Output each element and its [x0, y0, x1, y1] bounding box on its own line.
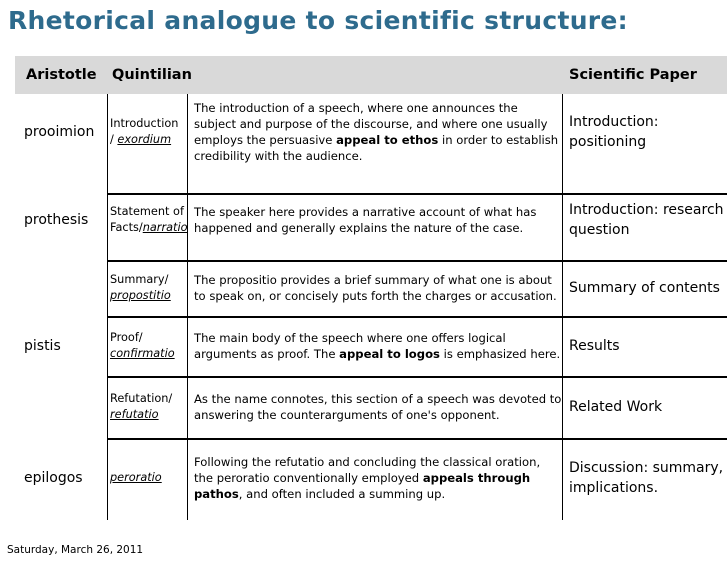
quintilian-latin-term: confirmatio: [110, 347, 175, 360]
quintilian-term: [107, 262, 187, 314]
table-row: [15, 262, 727, 314]
scientific-paper-section: Introduction: research question: [569, 202, 724, 238]
quintilian-term: [107, 318, 187, 374]
quintilian-term-latin-line: [110, 407, 159, 423]
table-row: [15, 195, 727, 245]
quintilian-prefix: Facts/: [110, 221, 143, 234]
quintilian-latin-term: refutatio: [110, 408, 159, 421]
quintilian-term: [107, 195, 187, 245]
header-quintilian: Quintilian: [107, 56, 562, 94]
scientific-paper-section: Discussion: summary, implications.: [569, 460, 724, 496]
header-scientific-paper: Scientific Paper: [562, 56, 727, 94]
description-text: As the name connotes, this section of a speech was devoted to answering the counterarguments of one's opponent.: [194, 392, 562, 422]
table-row: [15, 378, 727, 436]
scientific-paper-section: Results: [569, 338, 620, 354]
comparison-table: [15, 56, 727, 521]
quintilian-latin-term: propostitio: [110, 289, 171, 302]
description-text: The introduction of a speech, where one announces the subject and purpose of the discourse, and where one usually employs the persuasive: [194, 101, 548, 147]
description: [187, 262, 562, 314]
description-text-end: is emphasized here.: [439, 347, 561, 361]
footer-date: Saturday, March 26, 2011: [7, 544, 144, 556]
description-text: Following the refutatio and concluding the classical oration, the peroratio conventionally employed: [194, 455, 541, 485]
quintilian-term-main: Proof/: [110, 331, 143, 344]
quintilian-prefix: /: [110, 133, 118, 146]
quintilian-term-latin-line: [110, 346, 175, 362]
description: [187, 318, 562, 374]
aristotle-term: prothesis: [24, 212, 89, 228]
table-row: [15, 94, 727, 170]
description-emphasis: appeal to ethos: [336, 133, 439, 147]
quintilian-term-latin-line: [110, 470, 162, 486]
aristotle-term: [15, 262, 107, 314]
aristotle-term: [15, 378, 107, 436]
quintilian-latin-term: exordium: [117, 133, 172, 146]
quintilian-term: [107, 378, 187, 436]
description-emphasis: appeals through pathos: [194, 471, 531, 501]
table-row: [15, 318, 727, 374]
slide-title: Rhetorical analogue to scientific structure:: [8, 6, 628, 35]
quintilian-latin-term: peroratio: [110, 471, 162, 484]
quintilian-term-main: Summary/: [110, 273, 169, 286]
quintilian-term-latin-line: [110, 220, 188, 236]
description-text-end: in order to establish credibility with the audience.: [194, 133, 559, 163]
description: [187, 94, 562, 170]
quintilian-term-main: Statement of: [110, 205, 184, 218]
description-text-end: , and often included a summing up.: [238, 487, 446, 501]
description: [187, 440, 562, 516]
description-text: The speaker here provides a narrative account of what has happened and generally explains the nature of the case.: [194, 205, 537, 235]
scientific-paper-section: Summary of contents: [569, 280, 720, 296]
quintilian-term: [107, 94, 187, 170]
quintilian-term: [107, 440, 187, 516]
quintilian-latin-term: narratio: [142, 221, 188, 234]
description-text: The main body of the speech where one offers logical arguments as proof. The: [194, 331, 506, 361]
description-text: The propositio provides a brief summary of what one is about to speak on, or concisely puts forth the charges or accusation.: [194, 273, 557, 303]
table-row: [15, 440, 727, 516]
quintilian-term-main: Refutation/: [110, 392, 173, 405]
aristotle-term: epilogos: [24, 470, 83, 486]
scientific-paper-section: Related Work: [569, 399, 663, 415]
description: [187, 195, 562, 245]
quintilian-term-latin-line: [110, 132, 171, 148]
description: [187, 378, 562, 436]
aristotle-term: pistis: [24, 338, 61, 354]
quintilian-term-latin-line: [110, 288, 171, 304]
aristotle-term: prooimion: [24, 124, 95, 140]
quintilian-term-main: Introduction: [110, 117, 179, 130]
description-emphasis: appeal to logos: [339, 347, 440, 361]
header-aristotle: Aristotle: [15, 56, 107, 94]
scientific-paper-section: Introduction: positioning: [569, 114, 659, 150]
